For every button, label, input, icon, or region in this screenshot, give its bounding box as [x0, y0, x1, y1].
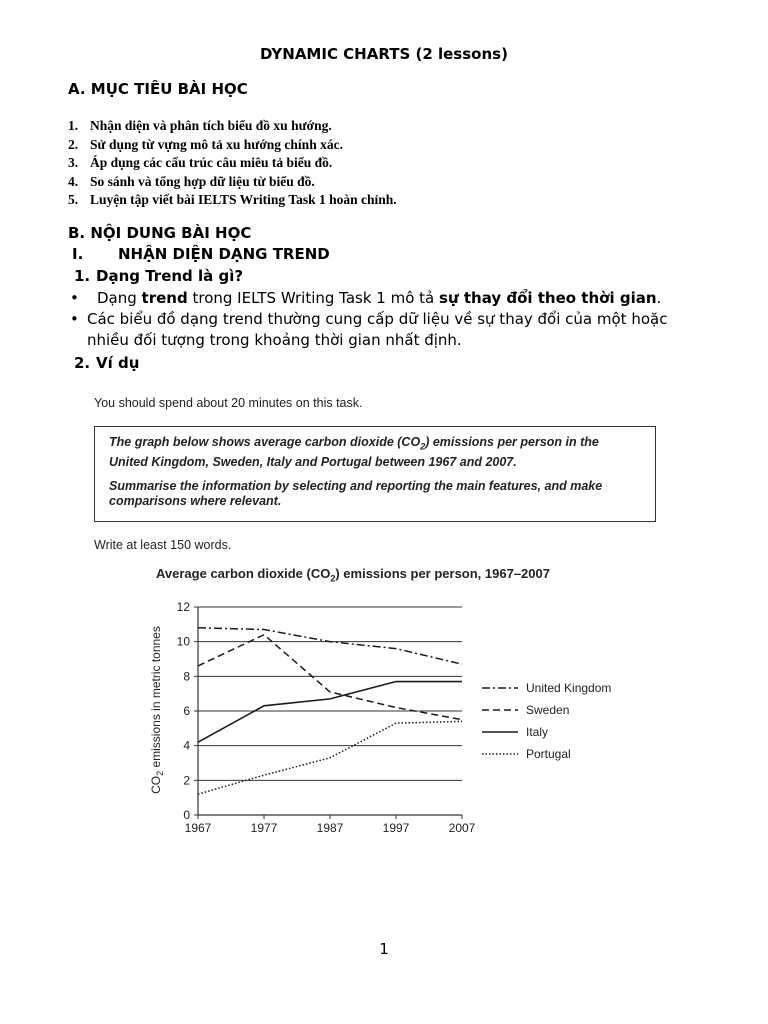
y-tick-label: 0: [183, 808, 190, 822]
list-item: 3. Áp dụng các cấu trúc câu miêu tả biểu đồ.: [68, 155, 333, 170]
series-line-united-kingdom: [198, 628, 462, 664]
time-note: You should spend about 20 minutes on this task.: [94, 396, 363, 410]
question-2-heading: 2. Ví dụ: [74, 354, 140, 372]
list-item: 5. Luyện tập viết bài IELTS Writing Task 1 hoàn chỉnh.: [68, 192, 397, 207]
page-number: 1: [379, 940, 389, 958]
y-tick-label: 8: [183, 669, 190, 684]
x-tick-label: 2007: [448, 821, 476, 835]
y-tick-label: 2: [183, 773, 190, 788]
chart-gridlines: [198, 607, 462, 780]
list-item: 1. Nhận diện và phân tích biểu đồ xu hướng.: [68, 118, 332, 133]
x-tick-label: 1967: [184, 821, 212, 835]
chart-title: Average carbon dioxide $(CO_2)$ emissions per person, 1967–2007: [156, 566, 550, 584]
x-tick-label: 1997: [382, 821, 410, 835]
legend-label-sweden: Sweden: [526, 703, 570, 717]
list-item: 4. So sánh và tổng hợp dữ liệu từ biểu đồ.: [68, 173, 315, 189]
chart-legend: [482, 681, 611, 761]
task-prompt: The graph below shows average carbon dioxide $(CO_2)$ emissions per person in the United Kingdom, Sweden, Italy and Portugal between 1967 and 2007.: [109, 435, 599, 469]
list-item: 2. Sử dụng từ vựng mô tả xu hướng chính xác.: [68, 136, 343, 152]
section-a-heading: A. MỤC TIÊU BÀI HỌC: [68, 80, 248, 98]
series-line-sweden: [198, 635, 462, 720]
section-b-heading: B. NỘI DUNG BÀI HỌC: [68, 224, 252, 242]
task-instruction: Summarise the information by selecting and reporting the main features, and make comparisons where relevant.: [109, 478, 603, 508]
x-tick-label: 1977: [250, 821, 278, 835]
series-line-portugal: [198, 721, 462, 794]
question-1-heading: 1. Dạng Trend là gì?: [74, 267, 244, 285]
objectives-list: [68, 117, 397, 210]
legend-label-italy: Italy: [526, 725, 549, 739]
bullet-item: • Dạng trend trong IELTS Writing Task 1 mô tả sự thay đổi theo thời gian.: [70, 289, 662, 307]
x-tick-label: 1987: [316, 821, 344, 835]
document-title: DYNAMIC CHARTS (2 lessons): [260, 45, 508, 63]
y-axis-label: $CO_2$ emissions in metric tonnes: [149, 626, 165, 794]
chart-axes: [177, 600, 476, 835]
word-count-note: Write at least 150 words.: [94, 538, 232, 552]
subsection-heading: I. NHẬN DIỆN DẠNG TREND: [72, 245, 330, 263]
y-tick-label: 4: [183, 738, 190, 753]
y-tick-label: 12: [176, 600, 190, 614]
task-prompt-box: [94, 426, 656, 522]
line-chart: [130, 590, 650, 850]
y-tick-label: 6: [183, 704, 190, 718]
legend-label-portugal: Portugal: [526, 747, 571, 761]
y-tick-label: 10: [176, 634, 190, 649]
legend-label-united-kingdom: United Kingdom: [526, 681, 612, 695]
bullet-item: • Các biểu đồ dạng trend thường cung cấp dữ liệu về sự thay đổi của một hoặc nhiều đối tượng trong khoảng thời gian nhất định.: [70, 310, 668, 349]
